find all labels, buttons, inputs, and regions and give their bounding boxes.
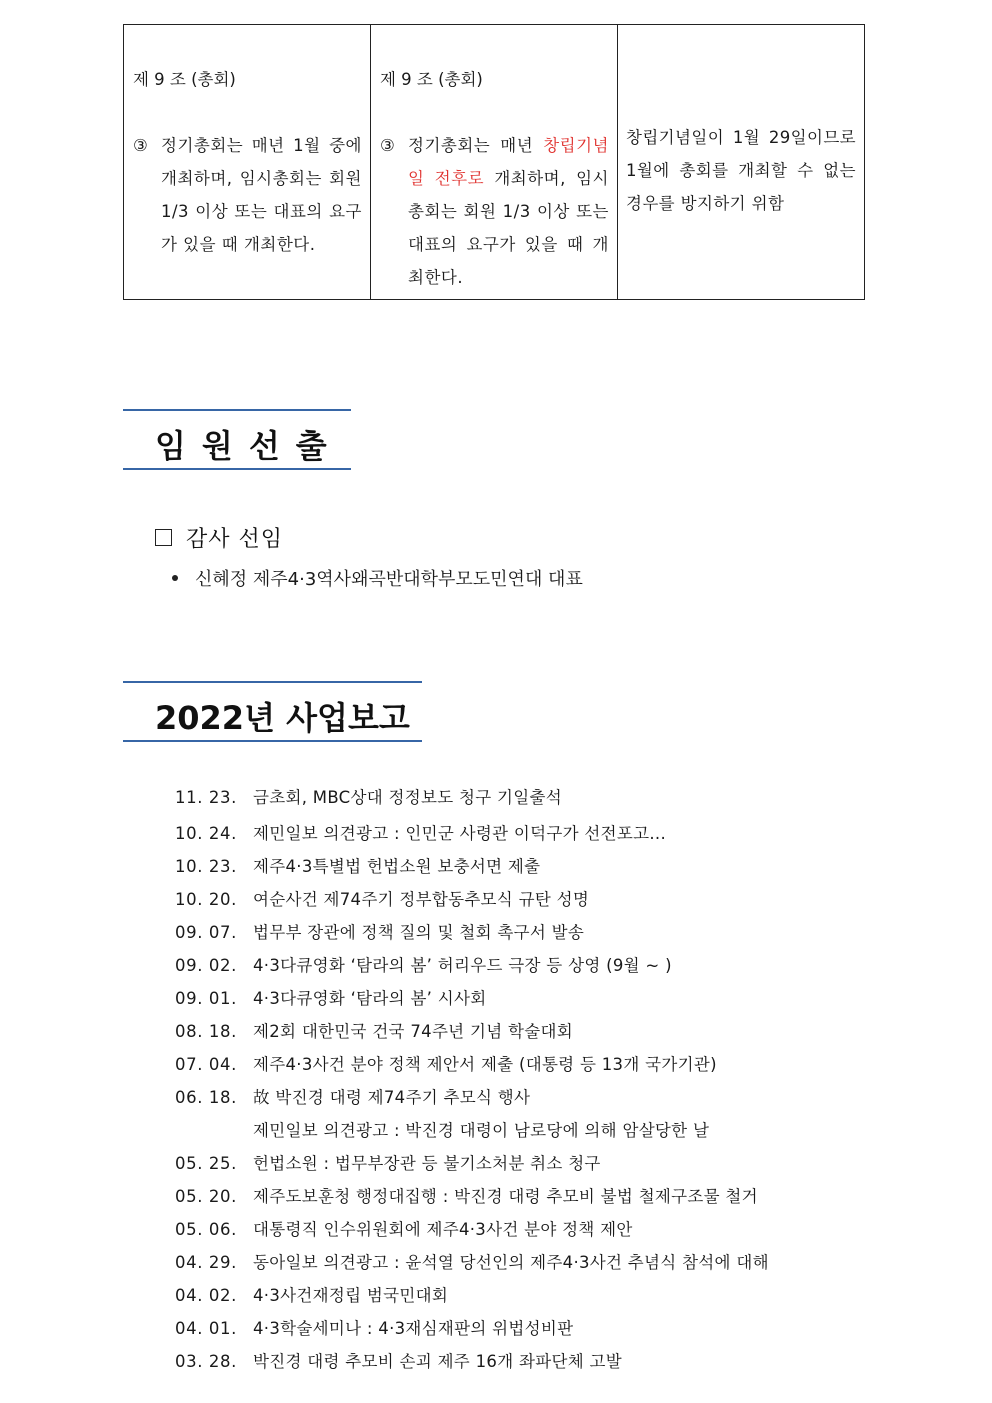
list-item [175, 820, 875, 853]
item-date: 10. 20. [175, 890, 237, 909]
clause-text-before: 정기총회는 매년 [408, 136, 544, 155]
list-item [175, 1018, 875, 1051]
list-item [175, 985, 875, 1018]
item-date: 04. 01. [175, 1319, 237, 1338]
clause-text [408, 129, 609, 294]
item-date: 06. 18. [175, 1088, 237, 1107]
item-date: 10. 23. [175, 857, 237, 876]
item-date: 09. 01. [175, 989, 237, 1008]
auditor-bullet [172, 565, 583, 591]
list-item [175, 1315, 875, 1348]
list-item [175, 952, 875, 985]
reason-cell [618, 25, 865, 300]
item-text: 금초회, MBC상대 정정보도 청구 기일출석 [253, 788, 562, 807]
item-text: 4·3사건재정립 범국민대회 [253, 1286, 449, 1305]
list-item [175, 919, 875, 952]
clause-text: 정기총회는 매년 1월 중에 개최하며, 임시총회는 회원 1/3 이상 또는 대표의 요구가 있을 때 개최한다. [161, 136, 362, 254]
list-item [175, 886, 875, 919]
item-date: 05. 20. [175, 1187, 237, 1206]
item-text: 제민일보 의견광고 : 박진경 대령이 남로당에 의해 암살당한 날 [253, 1121, 710, 1140]
item-text: 제주4·3사건 분야 정책 제안서 제출 (대통령 등 13개 국가기관) [253, 1055, 717, 1074]
list-item [175, 1150, 875, 1183]
item-date: 09. 02. [175, 956, 237, 975]
list-item [175, 1051, 875, 1084]
item-text: 동아일보 의견광고 : 윤석열 당선인의 제주4·3사건 추념식 참석에 대해 [253, 1253, 769, 1272]
item-date: 09. 07. [175, 923, 237, 942]
item-text: 제주4·3특별법 헌법소원 보충서면 제출 [253, 857, 541, 876]
item-text: 故 박진경 대령 제74주기 추모식 행사 [253, 1088, 531, 1107]
bullet-icon [172, 575, 178, 581]
item-text: 4·3다큐영화 ‘탐라의 봄’ 허리우드 극장 등 상영 (9월 ~ ) [253, 956, 672, 975]
subheading-text: 감사 선임 [186, 527, 284, 552]
item-text: 박진경 대령 추모비 손괴 제주 16개 좌파단체 고발 [253, 1352, 622, 1371]
auditor-subheading [155, 522, 283, 553]
item-text: 4·3학술세미나 : 4·3재심재판의 위법성비판 [253, 1319, 574, 1338]
clause [133, 129, 362, 261]
item-text: 제2회 대한민국 건국 74주년 기념 학술대회 [253, 1022, 573, 1041]
clause-number: ③ [380, 136, 395, 155]
checkbox-icon [155, 529, 172, 546]
list-item [175, 1348, 875, 1381]
list-item [175, 1183, 875, 1216]
amendment-reason: 창립기념일이 1월 29일이므로 1월에 총회를 개최할 수 없는 경우를 방지하기 위함 [626, 128, 856, 213]
item-text: 제민일보 의견광고 : 인민군 사령관 이덕구가 선전포고... [253, 824, 667, 843]
clause [380, 129, 609, 294]
clause-text-after: 개최하며, 임시총회는 회원 1/3 이상 또는 대표의 요구가 있을 때 개최한다. [408, 169, 609, 287]
list-item [175, 1249, 875, 1282]
bullet-text: 신혜정 제주4·3역사왜곡반대학부모도민연대 대표 [195, 569, 583, 590]
list-item [175, 1084, 875, 1117]
item-text: 대통령직 인수위원회에 제주4·3사건 분야 정책 제안 [253, 1220, 633, 1239]
item-date: 04. 02. [175, 1286, 237, 1305]
item-date: 04. 29. [175, 1253, 237, 1272]
item-text: 법무부 장관에 정책 질의 및 철회 촉구서 발송 [253, 923, 585, 942]
clause-number: ③ [133, 136, 148, 155]
article-title: 제 9 조 (총회) [380, 70, 483, 89]
list-item [175, 1282, 875, 1315]
list-item [175, 1216, 875, 1249]
section-heading-officers [123, 409, 351, 470]
list-item [175, 784, 875, 820]
amendment-comparison-table [123, 24, 865, 300]
item-text: 제주도보훈청 행정대집행 : 박진경 대령 추모비 불법 철제구조물 철거 [253, 1187, 758, 1206]
section-title: 임원선출 [155, 427, 343, 465]
item-text: 헌법소원 : 법무부장관 등 불기소처분 취소 청구 [253, 1154, 601, 1173]
article-title: 제 9 조 (총회) [133, 70, 236, 89]
section-title: 2022년 사업보고 [155, 699, 410, 737]
item-date: 07. 04. [175, 1055, 237, 1074]
item-date: 05. 06. [175, 1220, 237, 1239]
item-text: 여순사건 제74주기 정부합동추모식 규탄 성명 [253, 890, 590, 909]
item-date: 05. 25. [175, 1154, 237, 1173]
item-text: 4·3다큐영화 ‘탐라의 봄’ 시사회 [253, 989, 487, 1008]
list-item-continuation [175, 1117, 875, 1150]
item-date: 10. 24. [175, 824, 237, 843]
item-date: 08. 18. [175, 1022, 237, 1041]
section-heading-report [123, 681, 422, 742]
item-date: 03. 28. [175, 1352, 237, 1371]
item-date: 11. 23. [175, 788, 237, 807]
amended-clause-cell [371, 25, 618, 300]
list-item [175, 853, 875, 886]
clause-text-highlight: 창립기념일 전후로 [408, 136, 609, 188]
current-clause-cell [124, 25, 371, 300]
report-list [175, 784, 875, 1381]
table-row [124, 25, 865, 300]
